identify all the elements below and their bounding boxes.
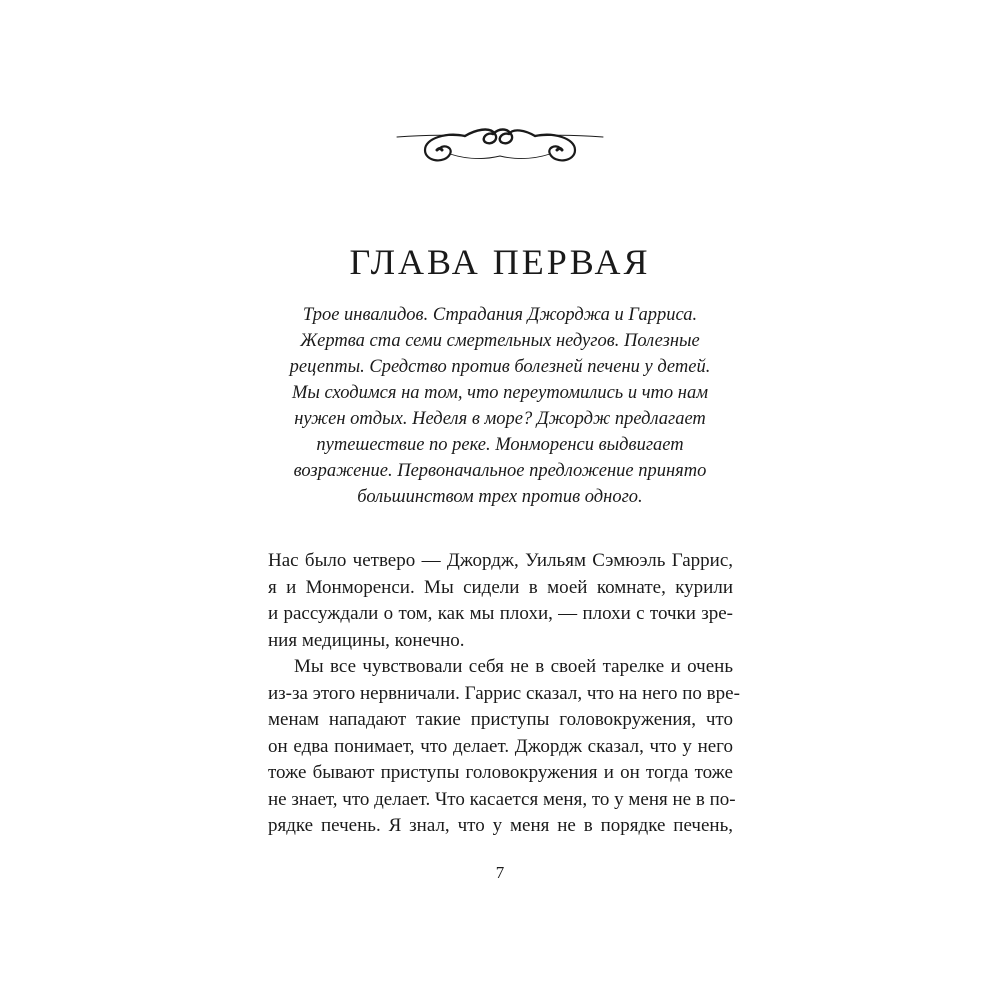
synopsis-line: возражение. Первоначальное предложение принято	[293, 461, 707, 481]
body-text	[268, 548, 740, 840]
synopsis-line: Жертва ста семи смертельных недугов. Полезные	[300, 331, 700, 351]
body-line: я и Монморенси. Мы сидели в моей комнате, курили	[268, 576, 733, 598]
body-line: Нас было четверо — Джордж, Уильям Сэмюэль Гаррис,	[268, 550, 733, 571]
body-line: менам нападают такие приступы головокружения, что	[268, 709, 733, 730]
body-line: рядке печень. Я знал, что у меня не в порядке печень,	[268, 815, 733, 836]
flourish-ornament-icon	[395, 110, 605, 172]
synopsis-line: Мы сходимся на том, что переутомились и что нам	[291, 383, 709, 403]
body-line: не знает, что делает. Что касается меня, то у меня не в по-	[268, 788, 736, 810]
body-line: из-за этого нервничали. Гаррис сказал, что на него по вре-	[268, 682, 740, 704]
synopsis-line: нужен отдых. Неделя в море? Джордж предлагает	[294, 409, 706, 429]
body-line: ния медицины, конечно.	[268, 629, 465, 651]
chapter-title: ГЛАВА ПЕРВАЯ	[349, 242, 651, 282]
body-line: и рассуждали о том, как мы плохи, — плохи с точки зре-	[268, 603, 733, 624]
body-line: тоже бывают приступы головокружения и он тогда тоже	[268, 762, 733, 783]
synopsis-line: Трое инвалидов. Страдания Джорджа и Гарриса.	[302, 305, 698, 325]
page-number: 7	[495, 863, 505, 882]
body-line: он едва понимает, что делает. Джордж сказал, что у него	[268, 735, 733, 757]
chapter-synopsis	[250, 302, 750, 510]
synopsis-line: большинством трех против одного.	[357, 487, 643, 507]
synopsis-line: рецепты. Средство против болезней печени у детей.	[289, 357, 711, 377]
synopsis-line: путешествие по реке. Монморенси выдвигает	[316, 435, 684, 455]
body-line: Мы все чувствовали себя не в своей тарелке и очень	[294, 656, 733, 677]
